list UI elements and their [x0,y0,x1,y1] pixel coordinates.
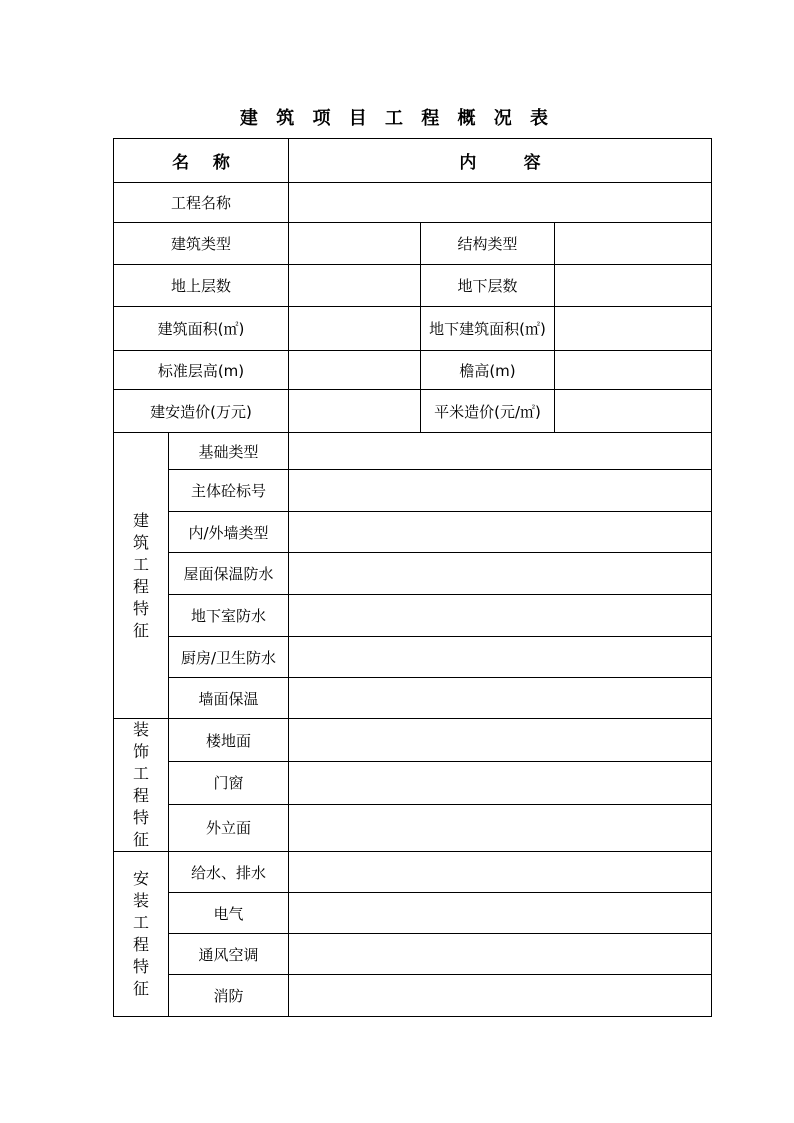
header-row [114,139,712,183]
table-row [114,852,712,893]
table-row [114,637,712,678]
section-item-value-cell[interactable] [289,934,712,975]
section-item-value-cell[interactable] [289,595,712,637]
table-row [114,975,712,1017]
structure-type-label: 结构类型 [421,223,555,265]
project-overview-table [113,138,712,1017]
table-row [114,433,712,470]
building-area-value-cell[interactable] [289,307,421,351]
table-row [114,762,712,804]
table-row [114,223,712,265]
section-item-label: 给水、排水 [169,852,289,893]
table-row [114,512,712,553]
section-item-value-cell[interactable] [289,678,712,719]
section-item-label: 厨房/卫生防水 [169,637,289,678]
table-row [114,719,712,762]
project-name-value-cell[interactable] [289,183,712,223]
section-item-value-cell[interactable] [289,975,712,1017]
table-row [114,804,712,851]
section-item-value-cell[interactable] [289,553,712,595]
section-title-decoration: 装 饰 工 程 特 征 [114,719,169,852]
section-item-value-cell[interactable] [289,512,712,553]
header-name-cell: 名 称 [114,139,289,183]
underground-area-value-cell[interactable] [555,307,712,351]
building-area-label: 建筑面积(㎡) [114,307,289,351]
section-item-label: 地下室防水 [169,595,289,637]
section-item-value-cell[interactable] [289,852,712,893]
header-content-cell: 内 容 [289,139,712,183]
underground-area-label: 地下建筑面积(㎡) [421,307,555,351]
section-item-label: 内/外墙类型 [169,512,289,553]
structure-type-value-cell[interactable] [555,223,712,265]
std-floor-height-label: 标准层高(m) [114,351,289,390]
section-item-value-cell[interactable] [289,470,712,512]
project-name-label: 工程名称 [114,183,289,223]
building-type-value-cell[interactable] [289,223,421,265]
floors-below-label: 地下层数 [421,265,555,307]
table-row [114,390,712,433]
table-row [114,595,712,637]
section-item-label: 墙面保温 [169,678,289,719]
table-row [114,893,712,934]
building-type-label: 建筑类型 [114,223,289,265]
page-title: 建 筑 项 目 工 程 概 况 表 [239,108,555,129]
section-item-value-cell[interactable] [289,804,712,851]
section-item-label: 主体砼标号 [169,470,289,512]
section-title-building: 建 筑 工 程 特 征 [114,433,169,719]
floors-below-value-cell[interactable] [555,265,712,307]
section-item-value-cell[interactable] [289,433,712,470]
table-row [114,934,712,975]
table-row [114,265,712,307]
table-row [114,470,712,512]
install-cost-label: 建安造价(万元) [114,390,289,433]
section-item-label: 电气 [169,893,289,934]
section-item-label: 屋面保温防水 [169,553,289,595]
floors-above-label: 地上层数 [114,265,289,307]
section-item-value-cell[interactable] [289,893,712,934]
std-floor-height-value-cell[interactable] [289,351,421,390]
section-item-label: 消防 [169,975,289,1017]
section-item-label: 门窗 [169,762,289,804]
unit-cost-label: 平米造价(元/㎡) [421,390,555,433]
section-item-label: 楼地面 [169,719,289,762]
section-item-value-cell[interactable] [289,719,712,762]
table-row [114,307,712,351]
section-item-label: 外立面 [169,804,289,851]
eave-height-value-cell[interactable] [555,351,712,390]
section-item-value-cell[interactable] [289,637,712,678]
floors-above-value-cell[interactable] [289,265,421,307]
section-item-label: 通风空调 [169,934,289,975]
install-cost-value-cell[interactable] [289,390,421,433]
table-row [114,678,712,719]
table-row [114,553,712,595]
section-item-label: 基础类型 [169,433,289,470]
section-item-value-cell[interactable] [289,762,712,804]
table-row [114,183,712,223]
section-title-installation: 安 装 工 程 特 征 [114,852,169,1017]
eave-height-label: 檐高(m) [421,351,555,390]
table-row [114,351,712,390]
unit-cost-value-cell[interactable] [555,390,712,433]
